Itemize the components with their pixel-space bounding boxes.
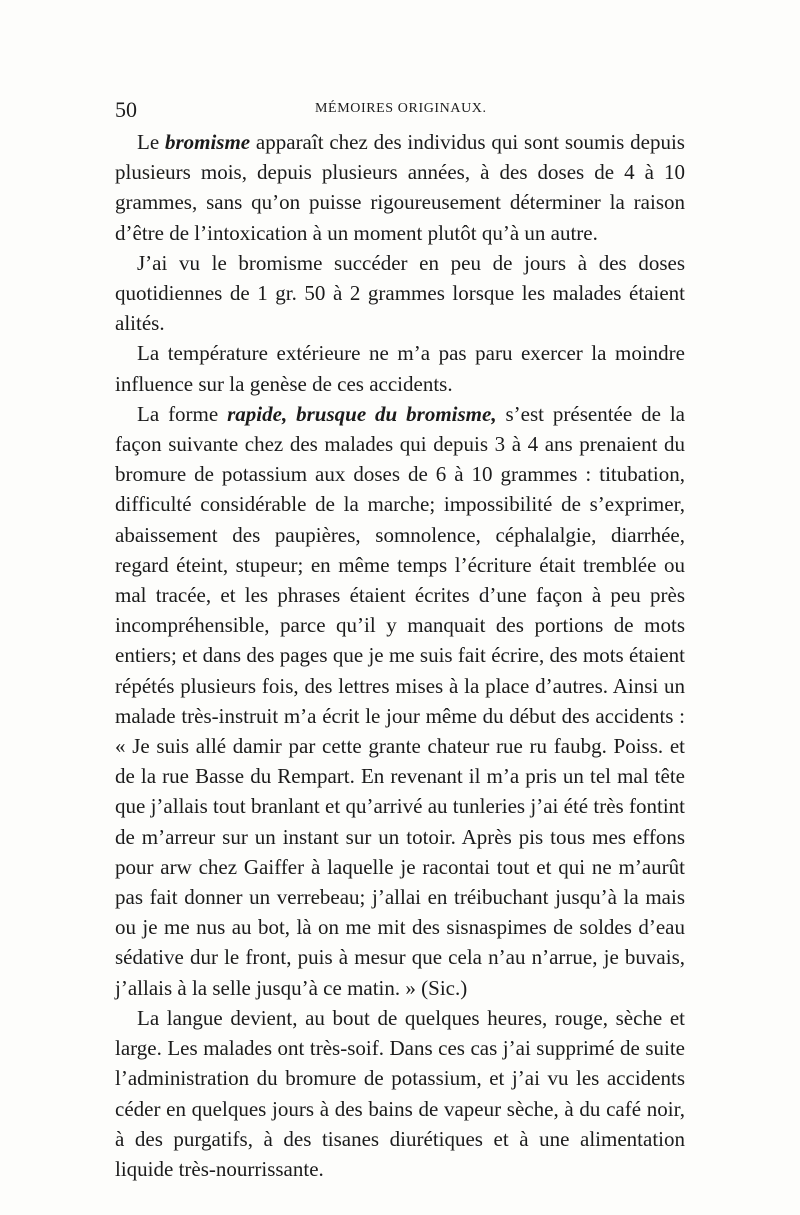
emphasis-bromisme: bromisme (164, 130, 251, 154)
paragraph: J’ai vu le bromisme succéder en peu de jours à des doses quotidiennes de 1 gr. 50 à 2 grammes lorsque les malades étaient alités. (115, 250, 685, 336)
paragraph: La température extérieure ne m’a pas paru exercer la moindre influence sur la genèse de ces accidents. (115, 341, 685, 396)
emphasis-forme-rapide: rapide, brusque du bromisme, (227, 401, 497, 426)
body-text (115, 127, 685, 1184)
paragraph: La langue devient, au bout de quelques heures, rouge, sèche et large. Les malades ont très-soif. Dans ces cas j’ai supprimé de suite l’administration du bromure de potassium, et j’ai vu les accidents céder en quelques jours à des bains de vapeur sèche, à du café noir, à des purgatifs, à des tisanes diurétiques et à une alimentation liquide très-nourrissante. (115, 1005, 685, 1181)
running-head (115, 97, 685, 121)
page-number: 50 (115, 97, 137, 122)
paragraph: La forme rapide, brusque du bromisme, s’est présentée de la façon suivante chez des malades qui depuis 3 à 4 ans prenaient du bromure de potassium aux doses de 6 à 10 grammes : titubation, difficulté considérable de la marche; impossibilité de s’exprimer, abaissement des paupières, somnolence, céphalalgie, diarrhée, regard éteint, stupeur; en même temps l’écriture était tremblée ou mal tracée, et les phrases étaient écrites d’une façon à peu près incompréhensible, parce qu’il y manquait des portions de mots entiers; et dans des pages que je me suis fait écrire, des mots étaient répétés plusieurs fois, des lettres mises à la place d’autres. Ainsi un malade très-instruit m’a écrit le jour même du début des accidents : « Je suis allé damir par cette grante chateur rue ru faubg. Poiss. et de la rue Basse du Rempart. En revenant il m’a pris un tel mal tête que j’allais tout branlant et qu’arrivé au tunleries j’ai été très fontint de m’arreur sur un instant sur un totoir. Après pis tous mes effons pour arw chez Gaiffer à laquelle je racontai tout et qui ne m’aurût pas fait donner un verrebeau; j’allai en tréibuchant jusqu’à la mais ou je me nus au bot, là on me mit des sisnaspimes de soldes d’eau sédative dur le front, puis à mesur que cela n’au n’arrue, je buvais, j’allais à la selle jusqu’à ce matin. » (Sic.) (115, 401, 685, 1000)
paragraph: Le bromisme apparaît chez des individus qui sont soumis depuis plusieurs mois, depuis plusieurs années, à des doses de 4 à 10 grammes, sans qu’on puisse rigoureusement déterminer la raison d’être de l’intoxication à un moment plutôt qu’à un autre. (115, 130, 685, 245)
running-title: MÉMOIRES ORIGINAUX. (315, 101, 487, 116)
